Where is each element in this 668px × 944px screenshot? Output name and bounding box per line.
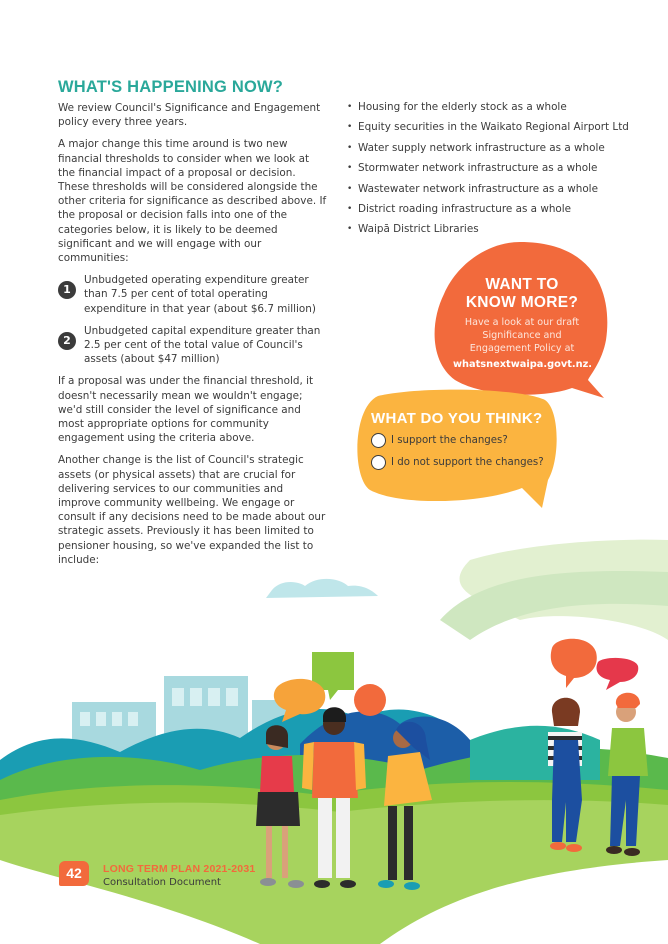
page-heading: WHAT'S HAPPENING NOW? [58, 78, 284, 96]
list-item: • Equity securities in the Waikato Regional Airport Ltd [346, 120, 646, 140]
left-column [58, 101, 328, 575]
paragraph-intro: We review Council's Significance and Engagement policy every three years. [58, 102, 321, 129]
want-to-know-title-line1: WANT TO [485, 276, 559, 293]
list-item: • Water supply network infrastructure as a whole [346, 141, 646, 161]
support-option-label: I support the changes? [391, 435, 508, 446]
list-item: • Wastewater network infrastructure as a whole [346, 182, 646, 202]
bubble-orange-right [551, 639, 597, 688]
document-subtitle: Consultation Document [103, 877, 221, 888]
page-number: 42 [59, 861, 89, 886]
support-option[interactable] [371, 433, 508, 448]
threshold-item-2 [58, 324, 328, 367]
threshold-item-1 [58, 273, 328, 316]
list-item: • Waipā District Libraries [346, 222, 646, 242]
number-badge-1: 1 [58, 281, 76, 299]
not-support-option[interactable] [371, 455, 544, 470]
radio-not-support[interactable] [371, 455, 386, 470]
list-item: • Housing for the elderly stock as a whole [346, 100, 646, 120]
want-to-know-body: Have a look at our draft Significance and Engagement Policy at [464, 317, 580, 354]
number-badge-2: 2 [58, 332, 76, 350]
want-to-know-title [447, 276, 597, 312]
document-title: LONG TERM PLAN 2021-2031 [103, 863, 256, 875]
bubble-red-right [597, 658, 639, 690]
bubble-red-small [354, 684, 386, 716]
list-item: • District roading infrastructure as a whole [346, 202, 646, 222]
website-link[interactable]: whatsnextwaipa.govt.nz. [452, 359, 593, 370]
paragraph-under-threshold: If a proposal was under the financial threshold, it doesn't necessarily mean we wouldn't engage; we'd still consider the level of significance and most appropriate options for community engagement using the criteria above. [58, 375, 314, 445]
what-do-you-think-title: WHAT DO YOU THINK? [371, 410, 543, 427]
list-item: • Stormwater network infrastructure as a whole [346, 161, 646, 181]
strategic-assets-list [346, 100, 646, 243]
radio-support[interactable] [371, 433, 386, 448]
what-do-you-think-bubble [357, 390, 556, 508]
threshold-text-2: Unbudgeted capital expenditure greater than 2.5 per cent of the total value of Council's assets (about $47 million) [84, 324, 321, 366]
want-to-know-title-line2: KNOW MORE? [465, 294, 579, 311]
paragraph-thresholds: A major change this time around is two new financial thresholds to consider when we look at the financial impact of a proposal or decision. These thresholds will be considered alongside the other criteria for significance as described above. If the proposal or decision falls into one of the categories below, it is likely to be deemed significant and we will engage with our communities: [58, 138, 327, 265]
cloud [266, 579, 378, 598]
threshold-text-1: Unbudgeted operating expenditure greater than 7.5 per cent of total operating expenditure in that year (about $6.7 million) [84, 274, 316, 315]
not-support-option-label: I do not support the changes? [391, 457, 544, 468]
paragraph-strategic-assets: Another change is the list of Council's strategic assets (or physical assets) that are crucial for delivering services to our communities and improve community wellbeing. We engage or consult if any decisions need to be made about our strategic assets. Previously it has been limited to pensioner housing, so we've expanded the list to include: [58, 454, 326, 566]
